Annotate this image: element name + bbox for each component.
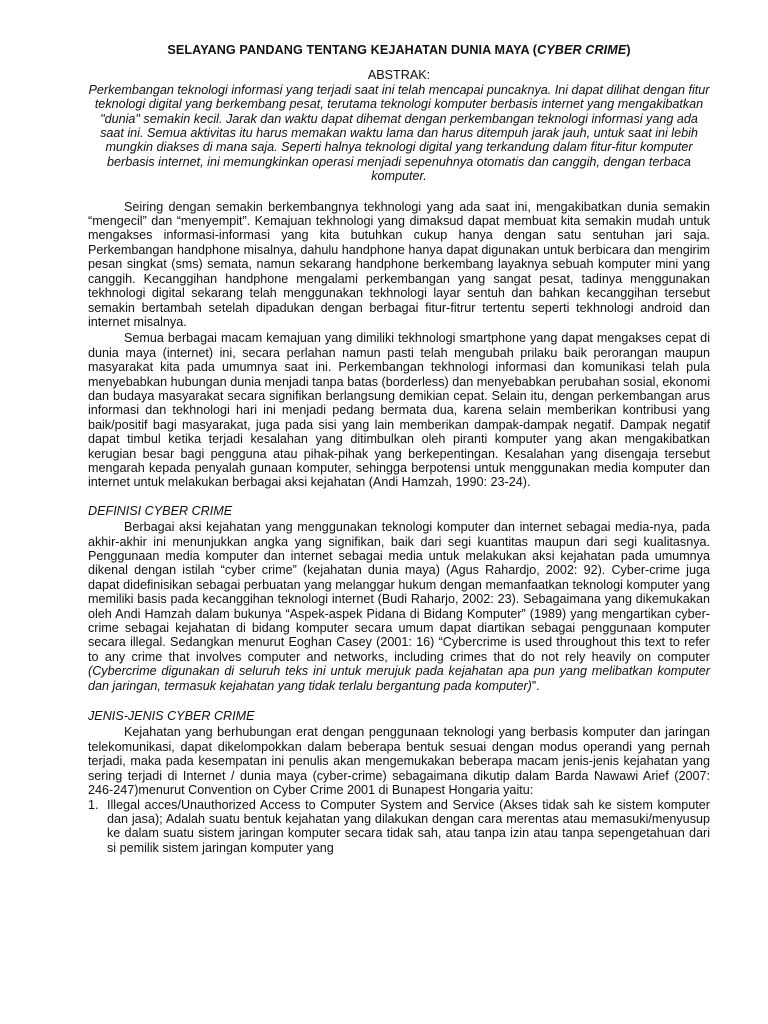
intro-paragraph-2: Semua berbagai macam kemajuan yang dimiliki tekhnologi smartphone yang dapat mengakses cepat di dunia maya (internet) ini, secara perlahan namun pasti telah mengubah prilaku baik perorangan maupun masyarakat kita pada umumnya saat ini. Perkembangan tekhnologi informasi dan komunikasi telah pula menyebabkan hubungan dunia menjadi tanpa batas (borderless) dan menyebabkan perubahan sosial, ekonomi dan budaya masyarakat secara signifikan berlangsung demikian cepat. Selain itu, dengan perkembangan arus informasi dan tekhnologi hari ini menjadi pedang bermata dua, karena selain memberikan kontribusi yang baik/positif bagi masyarakat, juga pada sisi yang lain memberikan dampak-dampak negatif. Dampak negatif dapat timbul ketika terjadi kesalahan yang ditimbulkan oleh piranti komputer yang akan mengakibatkan kerugian besar bagi pengguna atau pihak-pihak yang berkepentingan. Kesalahan yang disengaja tersebut mengarah kepada penyalah gunaan komputer, sehingga berpotensi untuk menggunakan media komputer dan internet untuk melakukan berbagai aksi kejahatan (Andi Hamzah, 1990: 23-24). xyxy=(88,331,710,490)
crime-types-list xyxy=(88,798,710,856)
title-italic: CYBER CRIME xyxy=(537,43,627,57)
section-paragraph-jenis: Kejahatan yang berhubungan erat dengan penggunaan teknologi yang berbasis komputer dan jaringan telekomunikasi, dapat dikelompokkan dalam beberapa bentuk sesuai dengan modus operandi yang pernah terjadi, maka pada kesempatan ini penulis akan mengemukakan beberapa macam jenis-jenis kejahatan yang sering terjadi di Internet / dunia maya (cyber-crime) sebagaimana dikutip dalam Barda Nawawi Arief (2007: 246-247)menurut Convention on Cyber Crime 2001 di Bunapest Hongaria yaitu: xyxy=(88,725,710,798)
list-item xyxy=(88,798,710,856)
document-title xyxy=(88,43,710,57)
abstract-text: Perkembangan teknologi informasi yang terjadi saat ini telah mencapai puncaknya. Ini dapat dilihat dengan fitur teknologi digital yang berkembang pesat, terutama teknologi komputer berbasis internet yang mengakibatkan "dunia" semakin kecil. Jarak dan waktu dapat dihemat dengan perkembangan teknologi informasi yang ada saat ini. Semua aktivitas itu harus memakan waktu lama dan harus ditempuh jarak jauh, untuk saat ini lebih mungkin diakses di mana saja. Seperti halnya teknologi digital yang terkandung dalam fitur-fitur komputer berbasis internet, ini memungkinkan operasi menjadi sepenuhnya otomatis dan canggih, dengan terbaca komputer. xyxy=(88,82,710,184)
section-paragraph-definisi xyxy=(88,520,710,693)
definisi-text: Berbagai aksi kejahatan yang menggunakan teknologi komputer dan internet sebagai media-nya, pada akhir-akhir ini menunjukkan angka yang signifikan, baik dari segi kuantitas maupun dari segi kualitasnya. Penggunaan media komputer dan internet sebagai media untuk melakukan aksi kejahatan pada umumnya dikenal dengan istilah “cyber crime” (kejahatan dunia maya) (Agus Rahardjo, 2002: 92). Cyber-crime juga dapat didefinisikan sebagai perbuatan yang melanggar hukum dengan memanfaatkan teknologi komputer yang memiliki basis pada kecanggihan teknologi internet (Budi Raharjo, 2002: 23). Sebagaimana yang dikemukakan oleh Andi Hamzah dalam bukunya “Aspek-aspek Pidana di Bidang Komputer” (1989) yang mengartikan cyber-crime sebagai kejahatan di bidang komputer secara umum dapat diartikan sebagai penggunaan komputer secara illegal. Sedangkan menurut Eoghan Casey (2001: 16) “Cybercrime is used throughout this text to refer to any crime that involves computer and networks, including crimes that do not rely heavily on computer xyxy=(88,520,710,664)
list-item-text: Illegal acces/Unauthorized Access to Computer System and Service (Akses tidak sah ke sistem komputer dan jasa); Adalah suatu bentuk kejahatan yang dilakukan dengan cara merentas atau memasuki/menyusup ke dalam suatu sistem jaringan komputer secara tidak sah, atau tanpa izin atau tanpa sepengetahuan dari si pemilik sistem jaringan komputer yang xyxy=(107,797,710,855)
title-main: SELAYANG PANDANG TENTANG KEJAHATAN DUNIA MAYA ( xyxy=(167,43,538,57)
section-heading-jenis: JENIS-JENIS CYBER CRIME xyxy=(88,709,255,724)
intro-paragraph-1: Seiring dengan semakin berkembangnya tekhnologi yang ada saat ini, mengakibatkan dunia semakin “mengecil” dan “menyempit”. Kemajuan tekhnologi yang dimaksud dapat membuat kita semakin mudah untuk mengakses informasi-informasi yang kita butuhkan cukup hanya dengan satu sentuhan jari saja. Perkembangan handphone misalnya, dahulu handphone hanya dapat digunakan untuk berbicara dan mengirim pesan singkat (sms) semata, namun sekarang handphone berkembang layaknya sebuah komputer mini yang canggih. Kecanggihan handphone mengalami perkembangan yang sangat pesat, tadinya menggunakan tekhnologi digital sekarang telah menggunakan tekhnologi layar sentuh dan bahkan kecanggihan tersebut semakin bertambah setelah dipadukan dengan berbagai fitur-fitrur tertentu seperti tekhnologi android dan internet misalnya. xyxy=(88,199,710,329)
definisi-end: ”. xyxy=(531,678,540,693)
definisi-translation: (Cybercrime digunakan di seluruh teks ini untuk merujuk pada kejahatan apa pun yang melibatkan komputer dan jaringan, termasuk kejahatan yang tidak terlalu bergantung pada komputer) xyxy=(88,664,710,693)
abstract-heading: ABSTRAK: xyxy=(367,68,431,83)
section-heading-definisi: DEFINISI CYBER CRIME xyxy=(88,503,233,518)
list-item-number: 1. xyxy=(88,797,99,812)
title-close: ) xyxy=(626,43,631,57)
